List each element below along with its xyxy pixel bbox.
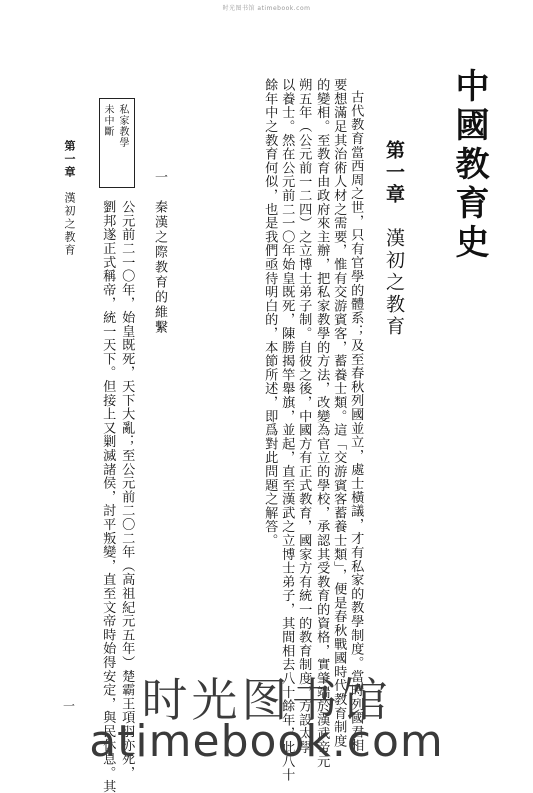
running-footer	[64, 140, 75, 257]
page-number: 一	[63, 699, 76, 713]
intro-line: 以養士。然在公元前二一〇年始皇既死，陳勝揭竿舉旗，並起，直至漢武之立博士弟子，其間相去八十餘年，此八十	[279, 78, 295, 782]
section-heading: 一 秦漢之際教育的維繫	[152, 170, 167, 335]
chapter-heading	[384, 140, 403, 338]
site-header: 时光图书馆 atimebook.com	[222, 5, 311, 12]
side-note: 未中斷	[102, 104, 113, 137]
intro-line: 的變相。至教育由政府來主辦，把私家教學的方法，改變為官立的學校，承認其受教育的資格，實肇端於漢武帝元	[314, 78, 330, 768]
watermark-url: atimebook.com	[89, 716, 444, 767]
section-line: 公元前二一〇年，始皇既死，天下大亂；至公元前二〇二年（高祖紀元五年）楚霸王項羽亦死，	[119, 200, 135, 780]
intro-line: 餘年中之教育何似，也是我們亟待明白的，本節所述，即爲對此問題之解答。	[262, 78, 278, 548]
footer-chapter-title: 漢初之教育	[63, 192, 76, 257]
footer-chapter-label: 第一章	[63, 140, 76, 179]
chapter-title: 漢初之教育	[383, 228, 405, 338]
intro-line: 朔五年（公元前一二四）之立博士弟子制。自彼之後，中國方有正式教育，國家方有統一的教育制度，方設太學	[296, 78, 312, 755]
section-line: 劉邦遂正式稱帝，統一天下。但接上又剿滅諸侯，討平叛變，直至文帝時始得安定，與民休息。其	[100, 200, 116, 793]
side-note: 私家教學	[117, 104, 128, 148]
intro-line: 要想滿足其治術人材之需要，惟有交游賓客，蓄養士類。這「交游賓客蓄養士類」，便是春秋戰國時代教育制度	[331, 78, 347, 748]
intro-line: 古代教育當西周之世，只有官學的體系；及至春秋列國並立，處士橫議，才有私家的教學制度。當時列國君相	[348, 90, 364, 753]
book-title: 中國教育史	[449, 68, 489, 263]
watermark-chinese: 时光图书馆	[141, 673, 392, 727]
chapter-number: 第一章	[383, 140, 405, 206]
